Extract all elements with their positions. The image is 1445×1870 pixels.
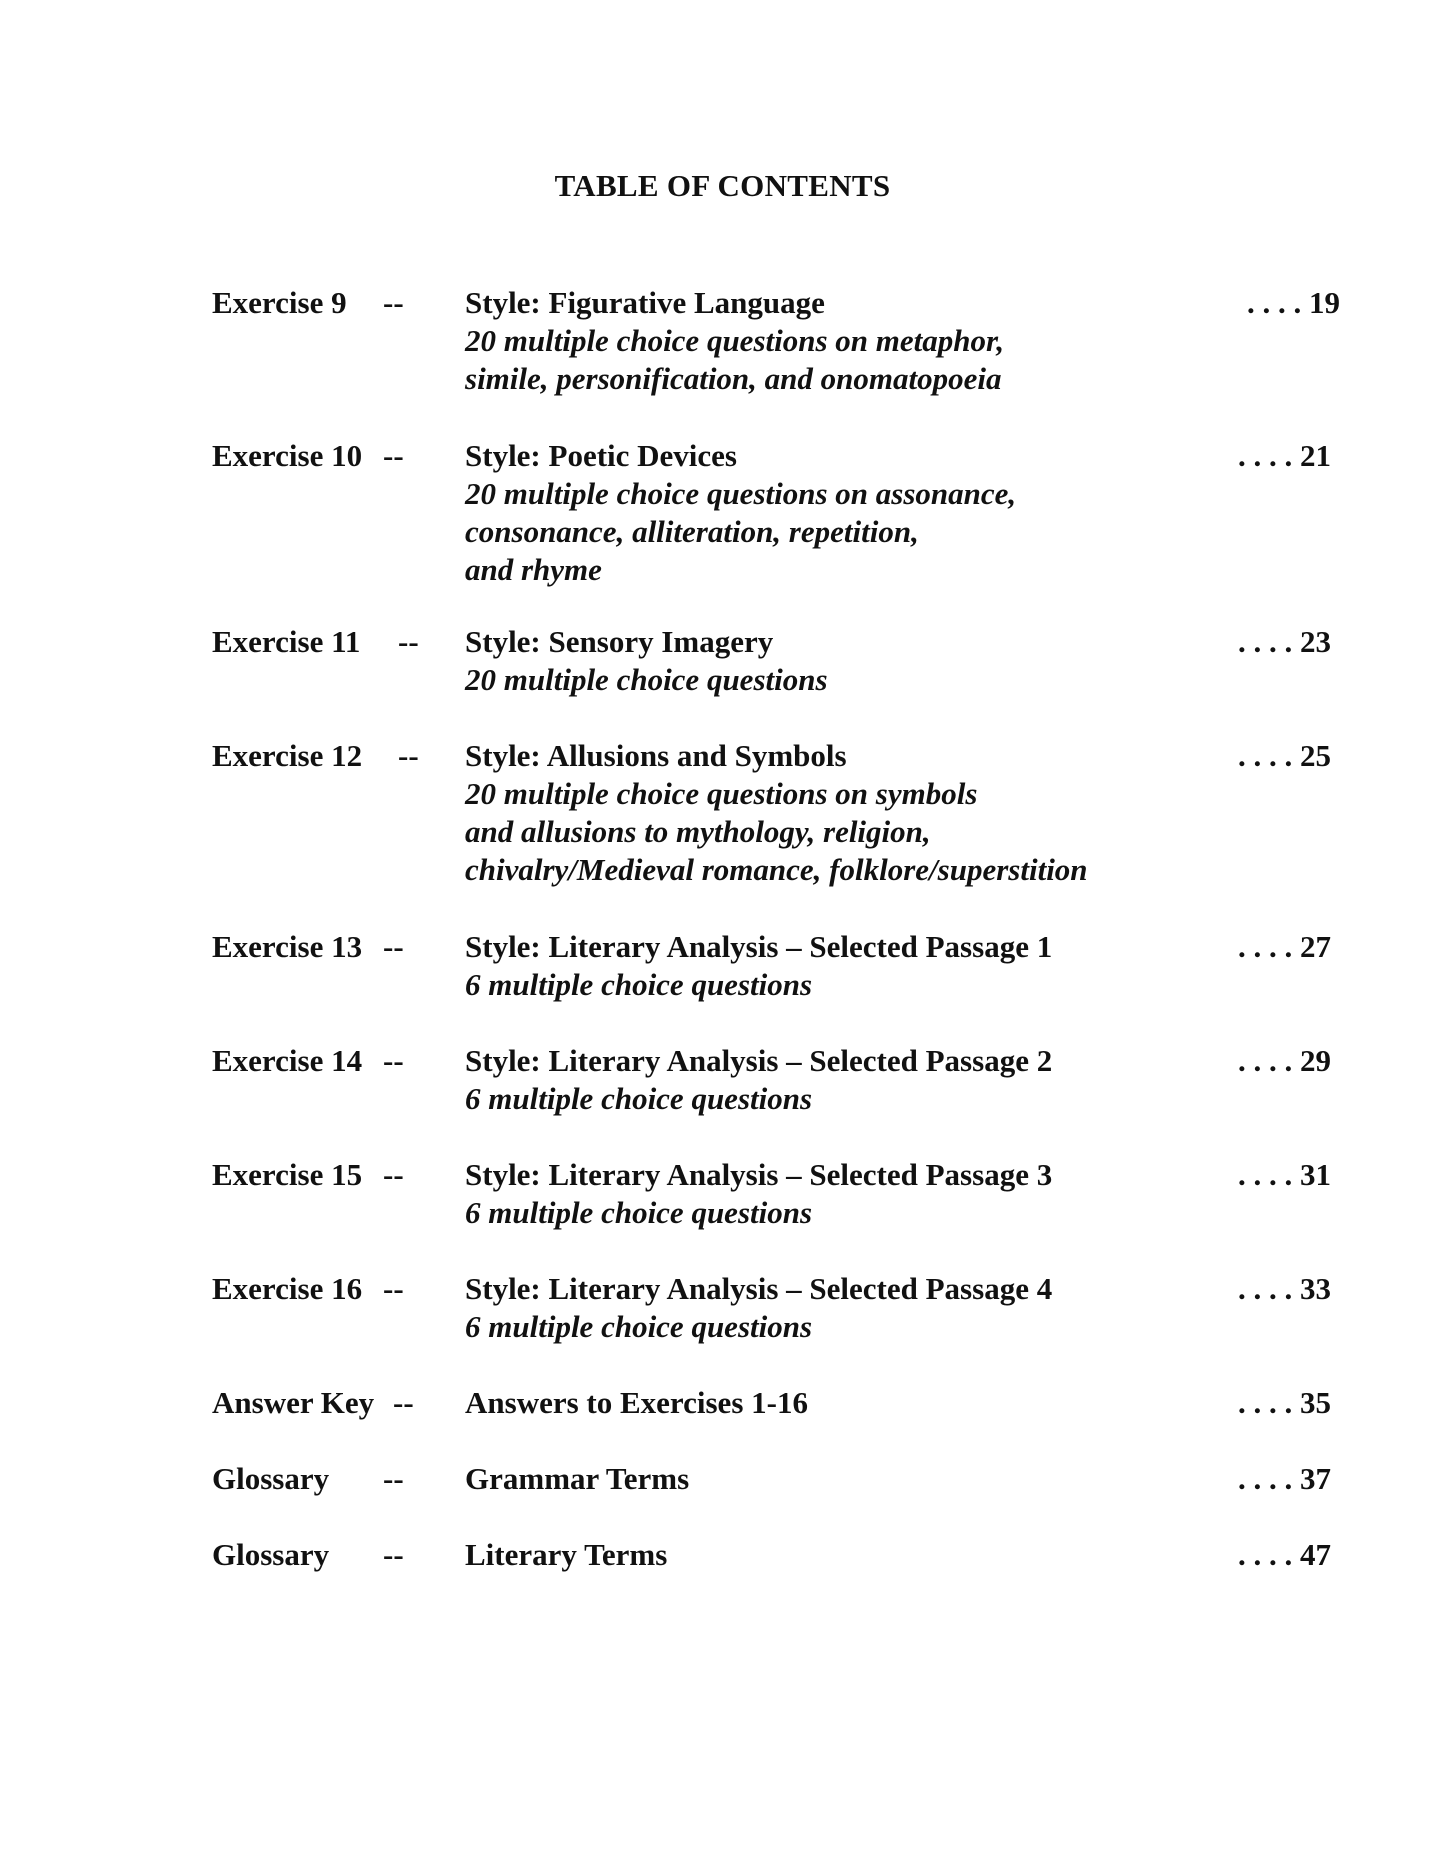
entry-heading: Style: Allusions and Symbols (465, 738, 847, 773)
entry-body (465, 1042, 1165, 1118)
entry-heading: Style: Poetic Devices (465, 438, 737, 473)
entry-heading: Style: Literary Analysis – Selected Passage 2 (465, 1043, 1053, 1078)
entry-description-line: chivalry/Medieval romance, folklore/superstition (465, 852, 1088, 887)
entry-page-number: . . . . 25 (1238, 738, 1331, 773)
entry-separator: -- (383, 1157, 404, 1192)
entry-heading: Literary Terms (465, 1537, 668, 1572)
entry-body (465, 437, 1165, 589)
entry-description-line: consonance, alliteration, repetition, (465, 514, 919, 549)
entry-description-line: 6 multiple choice questions (465, 1195, 813, 1230)
entry-description-line: 6 multiple choice questions (465, 1081, 813, 1116)
entry-heading: Style: Sensory Imagery (465, 624, 774, 659)
entry-page-number: . . . . 21 (1238, 438, 1331, 473)
entry-label: Glossary (212, 1537, 330, 1572)
entry-label: Exercise 11 (212, 624, 361, 659)
entry-description-line: simile, personification, and onomatopoeia (465, 361, 1002, 396)
entry-label: Exercise 16 (212, 1271, 363, 1306)
entry-label: Exercise 10 (212, 438, 363, 473)
entry-description-line: 20 multiple choice questions on metaphor, (465, 323, 1005, 358)
entry-description-line: 6 multiple choice questions (465, 1309, 813, 1344)
entry-heading: Answers to Exercises 1-16 (465, 1385, 808, 1420)
entry-page-number: . . . . 27 (1238, 929, 1331, 964)
entry-label: Exercise 9 (212, 285, 347, 320)
entry-page-number: . . . . 33 (1238, 1271, 1331, 1306)
entry-separator: -- (398, 624, 419, 659)
entry-heading: Style: Figurative Language (465, 285, 825, 320)
entry-separator: -- (383, 285, 404, 320)
entry-page-number: . . . . 29 (1238, 1043, 1331, 1078)
entry-page-number: . . . . 19 (1247, 285, 1340, 320)
entry-description-line: 20 multiple choice questions (465, 662, 828, 697)
entry-body (465, 623, 1165, 699)
entry-heading: Style: Literary Analysis – Selected Passage 4 (465, 1271, 1053, 1306)
entry-label: Exercise 13 (212, 929, 363, 964)
entry-separator: -- (393, 1385, 414, 1420)
entry-page-number: . . . . 31 (1238, 1157, 1331, 1192)
entry-body (465, 284, 1165, 398)
entry-body (465, 1384, 1165, 1422)
entry-description-line: 20 multiple choice questions on symbols (465, 776, 978, 811)
entry-label: Answer Key (212, 1385, 375, 1420)
entry-body (465, 737, 1165, 889)
entry-body (465, 1156, 1165, 1232)
entry-separator: -- (383, 1271, 404, 1306)
entry-heading: Style: Literary Analysis – Selected Passage 1 (465, 929, 1053, 964)
entry-label: Glossary (212, 1461, 330, 1496)
entry-description-line: and allusions to mythology, religion, (465, 814, 931, 849)
entry-label: Exercise 14 (212, 1043, 363, 1078)
entry-description-line: 20 multiple choice questions on assonance, (465, 476, 1017, 511)
entry-body (465, 928, 1165, 1004)
entry-separator: -- (383, 1461, 404, 1496)
entry-page-number: . . . . 37 (1238, 1461, 1331, 1496)
entry-description-line: 6 multiple choice questions (465, 967, 813, 1002)
entry-body (465, 1536, 1165, 1574)
entry-heading: Style: Literary Analysis – Selected Passage 3 (465, 1157, 1053, 1192)
entry-page-number: . . . . 23 (1238, 624, 1331, 659)
page-title: TABLE OF CONTENTS (554, 168, 891, 203)
entry-heading: Grammar Terms (465, 1461, 690, 1496)
entry-separator: -- (383, 1537, 404, 1572)
entry-body (465, 1460, 1165, 1498)
entry-body (465, 1270, 1165, 1346)
entry-label: Exercise 15 (212, 1157, 363, 1192)
entry-page-number: . . . . 47 (1238, 1537, 1331, 1572)
entry-separator: -- (383, 438, 404, 473)
entry-page-number: . . . . 35 (1238, 1385, 1331, 1420)
entry-separator: -- (383, 1043, 404, 1078)
entry-label: Exercise 12 (212, 738, 363, 773)
entry-separator: -- (398, 738, 419, 773)
entry-description-line: and rhyme (465, 552, 602, 587)
entry-separator: -- (383, 929, 404, 964)
